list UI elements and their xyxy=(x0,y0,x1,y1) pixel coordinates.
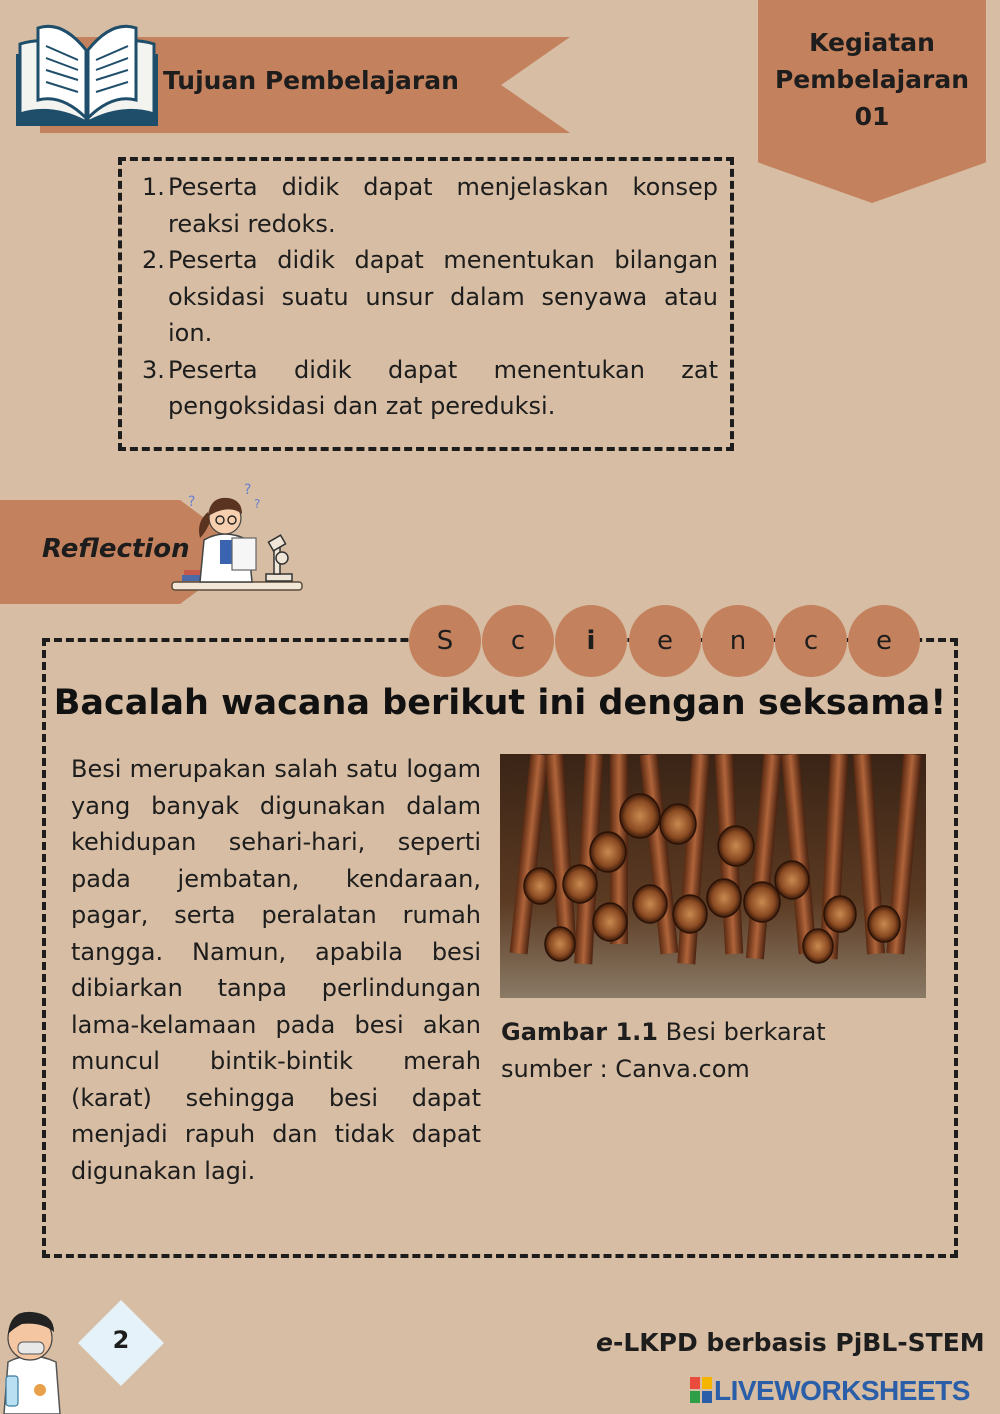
kegiatan-line-2: Pembelajaran xyxy=(774,65,970,94)
page-kid-icon xyxy=(0,1300,66,1414)
objective-number: 2. xyxy=(142,246,165,274)
tujuan-title: Tujuan Pembelajaran xyxy=(163,66,459,95)
reflection-title: Reflection xyxy=(42,534,190,564)
kegiatan-line-3: 01 xyxy=(854,102,890,131)
brand-italic: e xyxy=(596,1328,613,1357)
objective-number: 3. xyxy=(142,355,165,384)
footer-brand xyxy=(596,1328,985,1357)
rust-photo xyxy=(500,754,926,998)
reading-paragraph: Besi merupakan salah satu logam yang banyak digunakan dalam kehidupan sehari-hari, seperti pada jembatan, kendaraan, pagar, serta peralatan rumah tangga. Namun, apabila besi dibiarkan tanpa perlindungan lama-kelamaan pada besi akan muncul bintik-bintik merah (karat) sehingga besi dapat menjadi rapuh dan tidak dapat digunakan lagi. xyxy=(71,755,481,1185)
objective-text: Peserta didik dapat menentukan bilangan oksidasi suatu unsur dalam senyawa atau ion. xyxy=(168,246,718,347)
objective-text: Peserta didik dapat menjelaskan konsep reaksi redoks. xyxy=(168,173,718,238)
svg-text:?: ? xyxy=(254,497,261,511)
objective-item xyxy=(122,169,718,242)
caption-source: sumber : Canva.com xyxy=(501,1055,750,1083)
reading-title: Bacalah wacana berikut ini dengan seksama! xyxy=(53,683,947,723)
svg-text:?: ? xyxy=(244,482,252,498)
objectives-list xyxy=(122,161,730,425)
caption-label: Gambar 1.1 xyxy=(501,1018,658,1046)
caption-text: Besi berkarat xyxy=(657,1018,826,1046)
liveworksheets-logo-icon xyxy=(690,1377,714,1405)
kegiatan-label xyxy=(758,24,986,135)
caption-line xyxy=(501,1014,921,1051)
science-letter: c xyxy=(482,605,554,677)
objective-text: Peserta didik dapat menentukan zat pengoksidasi dan zat pereduksi. xyxy=(168,355,718,420)
scientist-icon xyxy=(170,482,310,594)
liveworksheets-logo[interactable] xyxy=(690,1374,970,1408)
objectives-box xyxy=(118,157,734,451)
liveworksheets-logo-text: LIVEWORKSHEETS xyxy=(714,1375,970,1406)
science-letter: e xyxy=(848,605,920,677)
science-letter: c xyxy=(775,605,847,677)
book-icon xyxy=(12,14,162,136)
science-letter: i xyxy=(555,605,627,677)
page-number: 2 xyxy=(112,1326,130,1354)
kegiatan-line-1: Kegiatan xyxy=(809,28,935,57)
science-letter: S xyxy=(409,605,481,677)
figure-caption xyxy=(501,1014,921,1088)
objective-item xyxy=(122,352,718,425)
objective-item xyxy=(122,242,718,352)
objective-number: 1. xyxy=(142,173,165,201)
science-letter: e xyxy=(629,605,701,677)
science-letter: n xyxy=(702,605,774,677)
svg-text:?: ? xyxy=(188,494,196,510)
brand-text: -LKPD berbasis PjBL-STEM xyxy=(612,1328,985,1357)
